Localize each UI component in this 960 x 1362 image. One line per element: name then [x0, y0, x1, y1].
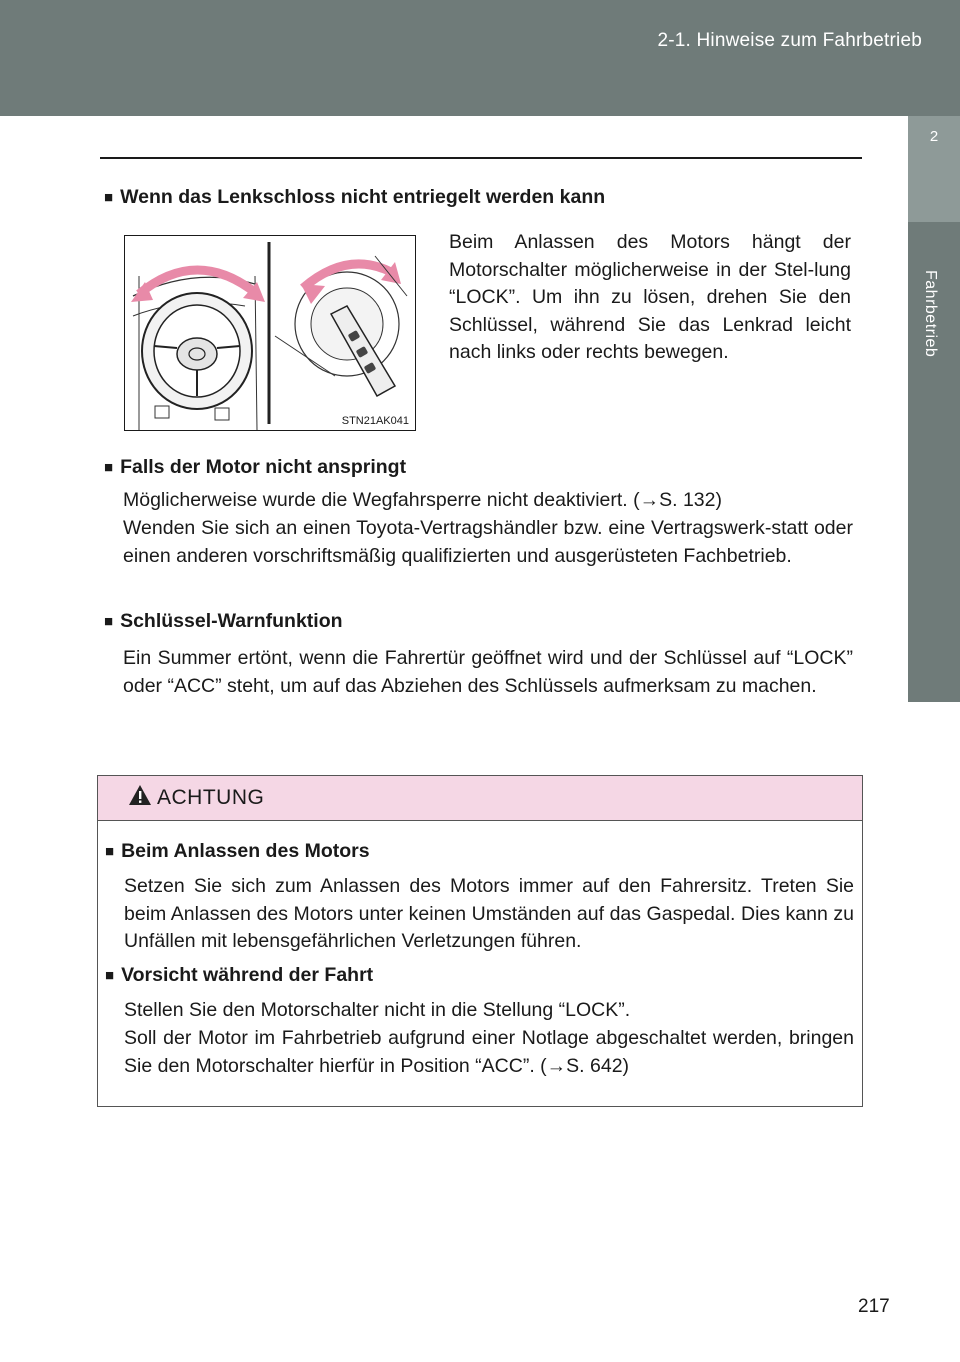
top-rule [100, 157, 862, 159]
steering-wheel-key-icon [125, 236, 415, 430]
warning-header [98, 776, 862, 821]
paragraph: Ein Summer ertönt, wenn die Fahrertür geöffnet wird und der Schlüssel auf “LOCK” oder “ACC” steht, um auf das Abziehen des Schlüssels aufmerksam zu machen. [123, 647, 853, 697]
warning-item-heading: ■ Beim Anlassen des Motors [105, 840, 370, 862]
warning-triangle-icon [128, 784, 152, 806]
paragraph: Wenden Sie sich an einen Toyota-Vertragshändler bzw. eine Vertragswerk-statt oder einen anderen vorschriftsmäßig qualifizierten und ausgerüsteten Fachbetrieb. [123, 517, 853, 567]
steering-lock-illustration [124, 235, 416, 431]
warning-paragraph: Setzen Sie sich zum Anlassen des Motors immer auf den Fahrersitz. Treten Sie beim Anlassen des Motors unter keinen Umständen auf das Gaspedal. Dies kann zu Unfällen mit lebensgefährlichen Verletzungen führen. [124, 875, 854, 952]
section-heading: ■ Schlüssel-Warnfunktion [104, 610, 343, 632]
square-bullet-icon: ■ [104, 189, 114, 206]
paragraph: Möglicherweise wurde die Wegfahrsperre nicht deaktiviert. (→S. 132) [123, 489, 722, 511]
chapter-number: 2 [929, 128, 939, 145]
warning-paragraph: Soll der Motor im Fahrbetrieb aufgrund einer Notlage abgeschaltet werden, bringen Sie den Motorschalter hierfür in Position “ACC”. (→S. 642) [124, 1027, 854, 1077]
figure-caption: STN21AK041 [341, 415, 409, 427]
section-heading: ■ Falls der Motor nicht anspringt [104, 456, 407, 478]
section-title: 2-1. Hinweise zum Fahrbetrieb [657, 30, 922, 51]
warning-item-heading: ■ Vorsicht während der Fahrt [105, 964, 374, 986]
square-bullet-icon: ■ [104, 613, 114, 630]
square-bullet-icon: ■ [105, 843, 115, 860]
warning-box [97, 775, 863, 1107]
square-bullet-icon: ■ [105, 967, 115, 984]
header-band [0, 0, 960, 116]
warning-title: ACHTUNG [157, 786, 265, 809]
chapter-side-tab [908, 128, 960, 702]
page-number: 217 [858, 1296, 890, 1317]
chapter-label: Fahrbetrieb [922, 270, 939, 358]
section-heading: ■ Wenn das Lenkschloss nicht entriegelt werden kann [104, 186, 606, 208]
square-bullet-icon: ■ [104, 459, 114, 476]
warning-paragraph: Stellen Sie den Motorschalter nicht in die Stellung “LOCK”. [124, 999, 631, 1021]
figure-description: Beim Anlassen des Motors hängt der Motorschalter möglicherweise in der Stel-lung “LOCK”. Um ihn zu lösen, drehen Sie den Schlüssel, während Sie das Lenkrad leicht nach links oder rechts bewegen. [449, 231, 851, 363]
